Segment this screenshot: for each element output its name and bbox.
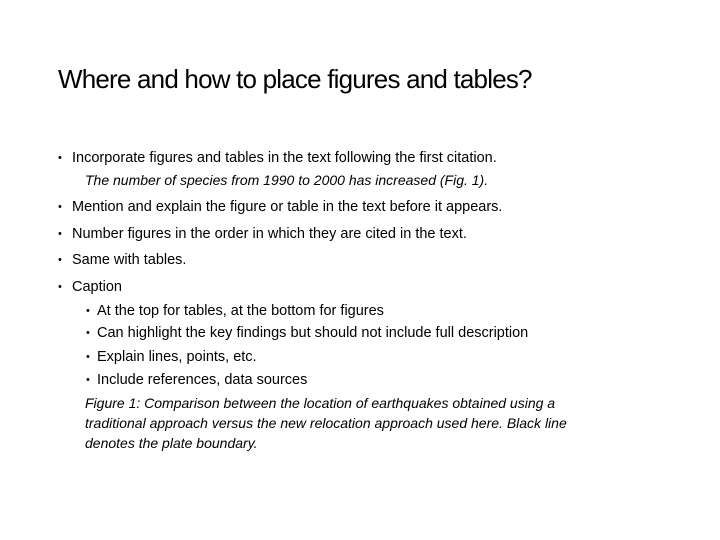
bullet-icon: • bbox=[86, 351, 90, 363]
bullet-icon: • bbox=[58, 281, 62, 293]
example-caption-line: traditional approach versus the new relocation approach used here. Black line bbox=[85, 415, 567, 431]
bullet-icon: • bbox=[58, 201, 62, 213]
example-sentence: The number of species from 1990 to 2000 has increased (Fig. 1). bbox=[85, 172, 489, 188]
example-caption-line: denotes the plate boundary. bbox=[85, 435, 258, 451]
bullet-icon: • bbox=[86, 327, 90, 339]
bullet-icon: • bbox=[58, 152, 62, 164]
example-caption-line: Figure 1: Comparison between the location of earthquakes obtained using a bbox=[85, 395, 556, 411]
bullet-icon: • bbox=[58, 254, 62, 266]
bullet-icon: • bbox=[86, 374, 90, 386]
bullet-icon: • bbox=[86, 305, 90, 317]
bullet-icon: • bbox=[58, 228, 62, 240]
slide-title: Where and how to place figures and tables? bbox=[58, 64, 532, 94]
